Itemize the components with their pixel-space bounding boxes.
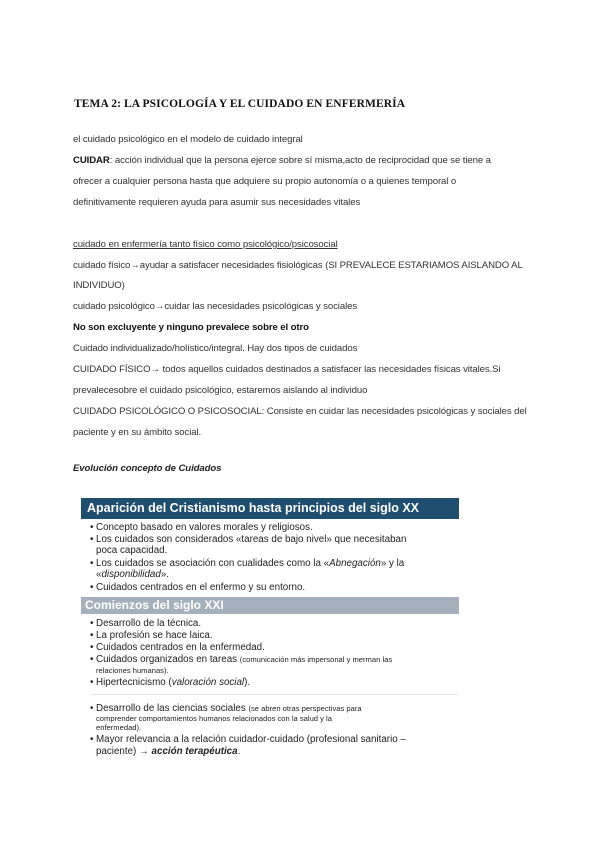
psico-line: cuidado psicológico→cuidar las necesidades psicológicas y sociales (73, 301, 358, 312)
cuidado-fisico-line-2: prevalecesobre el cuidado psicológico, estaremos aislando al individuo (73, 385, 368, 396)
slide-bullet: • Hipertecnicismo (valoración social). (90, 677, 251, 688)
slide-bullet: • Mayor relevancia a la relación cuidador-cuidado (profesional sanitario – (90, 734, 406, 745)
slide-bullet-continuation: «disponibilidad». (96, 569, 169, 580)
page-title: TEMA 2: LA PSICOLOGÍA Y EL CUIDADO EN ENFERMERÍA (74, 98, 406, 110)
section-heading: Evolución concepto de Cuidados (73, 463, 222, 474)
bold-statement: No son excluyente y ninguno prevalece sobre el otro (73, 322, 309, 333)
fisico-line-2: INDIVIDUO) (73, 280, 125, 291)
slide-header-cristianismo: Aparición del Cristianismo hasta principios del siglo XX (81, 498, 459, 519)
slide-bullet: • Desarrollo de la técnica. (90, 618, 202, 629)
cuidado-fisico-line-1: CUIDADO FÍSICO→ todos aquellos cuidados destinados a satisfacer las necesidades físicas vitales.Si (73, 364, 501, 375)
slide-header-siglo-xxi: Comienzos del siglo XXI (81, 597, 459, 614)
slide-bullet-continuation: poca capacidad. (96, 545, 168, 556)
intro-text: el cuidado psicológico en el modelo de cuidado integral (73, 134, 303, 145)
evolution-slide-image (81, 498, 459, 760)
cuidar-definition-line-3: definitivamente requieren ayuda para asumir sus necesidades vitales (73, 197, 361, 208)
underlined-heading: cuidado en enfermería tanto físico como psicológico/psicosocial (73, 239, 338, 250)
fisico-line-1: cuidado físico→ayudar a satisfacer necesidades fisiológicas (SI PREVALECE ESTARIAMOS AISLANDO AL (73, 260, 523, 271)
slide-bullet: • Cuidados organizados en tareas (comunicación más impersonal y merman las (90, 654, 393, 665)
cuidar-term: CUIDAR (73, 155, 110, 166)
slide-bullet: • Desarrollo de las ciencias sociales (se abren otras perspectivas para (90, 703, 362, 714)
slide-bullet: • Cuidados centrados en la enfermedad. (90, 642, 265, 653)
individualizado-line: Cuidado individualizado/holístico/integral. Hay dos tipos de cuidados (73, 343, 358, 354)
slide-bullet-continuation: enfermedad). (96, 723, 142, 732)
cuidado-psicologico-line-2: paciente y en su ámbito social. (73, 427, 202, 438)
slide-bullet-continuation: comprender comportamientos humanos relacionados con la salud y la (96, 714, 332, 723)
slide-bullet: • Cuidados centrados en el enfermo y su entorno. (90, 582, 306, 593)
slide-bullet: • Los cuidados son considerados «tareas de bajo nivel» que necesitaban (90, 534, 407, 545)
slide-divider (90, 694, 458, 695)
cuidar-definition-line-2: ofrecer a cualquier persona hasta que adquiere su propio autonomía o a quienes temporal o (73, 176, 457, 187)
cuidado-psicologico-line-1: CUIDADO PSICOLÓGICO O PSICOSOCIAL: Consiste en cuidar las necesidades psicológicas y sociales del (73, 406, 527, 417)
slide-bullet-continuation: paciente) → acción terapéutica. (96, 746, 241, 757)
cuidar-definition-text: : acción individual que la persona ejerce sobre sí misma,acto de reciprocidad que se tiene a (109, 155, 491, 166)
cuidar-definition-line-1 (73, 155, 491, 166)
slide-bullet: • Los cuidados se asociación con cualidades como la «Abnegación» y la (90, 558, 405, 569)
slide-bullet: • La profesión se hace laica. (90, 630, 213, 641)
slide-bullet-continuation: relaciones humanas). (96, 666, 169, 675)
slide-bullet: • Concepto basado en valores morales y religiosos. (90, 522, 313, 533)
